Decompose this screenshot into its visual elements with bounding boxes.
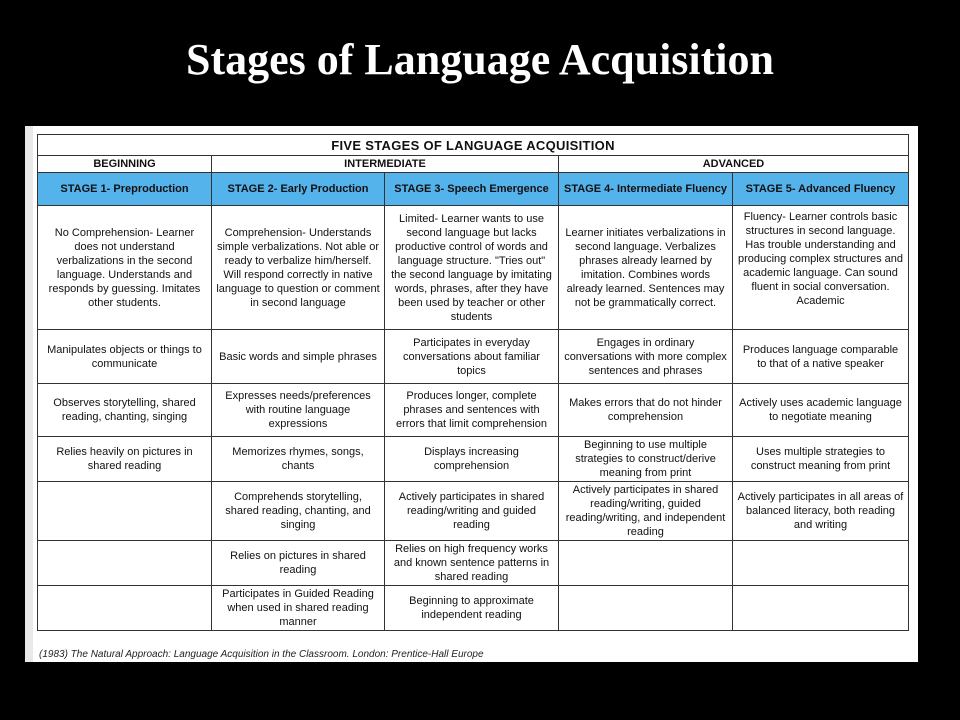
table-cell: Observes storytelling, shared reading, chanting, singing — [38, 384, 212, 437]
table-cell — [733, 541, 909, 586]
stage-5-header: STAGE 5- Advanced Fluency — [733, 173, 909, 206]
table-cell: Limited- Learner wants to use second language but lacks productive control of words and language structure. "Tries out" the second language by imitating words, phrases, after they have been used by teacher or other students — [385, 206, 559, 330]
scanned-table-sheet — [25, 126, 918, 662]
stage-4-header: STAGE 4- Intermediate Fluency — [559, 173, 733, 206]
table-cell — [559, 541, 733, 586]
table-cell: Actively uses academic language to negotiate meaning — [733, 384, 909, 437]
table-cell: Relies on high frequency works and known sentence patterns in shared reading — [385, 541, 559, 586]
table-cell: Beginning to use multiple strategies to construct/derive meaning from print — [559, 437, 733, 482]
table-row — [38, 482, 909, 541]
table-row — [38, 437, 909, 482]
table-row — [38, 330, 909, 384]
table-cell: Makes errors that do not hinder comprehension — [559, 384, 733, 437]
table-cell: Manipulates objects or things to communicate — [38, 330, 212, 384]
table-cell — [559, 586, 733, 631]
table-cell: Participates in everyday conversations about familiar topics — [385, 330, 559, 384]
table-cell: Comprehends storytelling, shared reading, chanting, and singing — [212, 482, 385, 541]
citation: (1983) The Natural Approach: Language Acquisition in the Classroom. London: Prentice-Hall Europe — [39, 649, 484, 660]
table-cell: Produces longer, complete phrases and sentences with errors that limit comprehension — [385, 384, 559, 437]
table-cell: Participates in Guided Reading when used in shared reading manner — [212, 586, 385, 631]
sheet-edge-shadow — [25, 126, 33, 662]
table-cell — [38, 586, 212, 631]
table-row — [38, 384, 909, 437]
table-cell: Actively participates in all areas of balanced literacy, both reading and writing — [733, 482, 909, 541]
table-cell: Relies heavily on pictures in shared reading — [38, 437, 212, 482]
table-cell: Comprehension- Understands simple verbalizations. Not able or ready to verbalize him/herself. Will respond correctly in native language to question or comment in second language — [212, 206, 385, 330]
stage-header-row — [38, 173, 909, 206]
group-intermediate: INTERMEDIATE — [212, 156, 559, 173]
stages-table — [37, 134, 909, 631]
group-header-row — [38, 156, 909, 173]
table-cell — [38, 541, 212, 586]
table-row — [38, 541, 909, 586]
table-cell — [733, 586, 909, 631]
slide-title: Stages of Language Acquisition — [186, 35, 774, 84]
stage-2-header: STAGE 2- Early Production — [212, 173, 385, 206]
table-cell: Actively participates in shared reading/writing, guided reading/writing, and independent reading — [559, 482, 733, 541]
table-title: FIVE STAGES OF LANGUAGE ACQUISITION — [38, 135, 909, 156]
table-cell: Beginning to approximate independent reading — [385, 586, 559, 631]
table-title-row — [38, 135, 909, 156]
group-beginning: BEGINNING — [38, 156, 212, 173]
table-cell: Engages in ordinary conversations with more complex sentences and phrases — [559, 330, 733, 384]
table-cell: Basic words and simple phrases — [212, 330, 385, 384]
table-cell: Fluency- Learner controls basic structures in second language. Has trouble understanding and producing complex structures and academic language. Can sound fluent in social conversation. Academic — [733, 206, 909, 330]
table-cell: Actively participates in shared reading/writing and guided reading — [385, 482, 559, 541]
group-advanced: ADVANCED — [559, 156, 909, 173]
table-cell: No Comprehension- Learner does not understand verbalizations in the second language. Understands and responds by guessing. Imitates other students. — [38, 206, 212, 330]
table-cell: Uses multiple strategies to construct meaning from print — [733, 437, 909, 482]
table-cell: Expresses needs/preferences with routine language expressions — [212, 384, 385, 437]
stage-3-header: STAGE 3- Speech Emergence — [385, 173, 559, 206]
table-cell: Relies on pictures in shared reading — [212, 541, 385, 586]
table-cell: Learner initiates verbalizations in second language. Verbalizes phrases already learned by imitation. Combines words already learned. Sentences may not be grammatically correct. — [559, 206, 733, 330]
table-cell — [38, 482, 212, 541]
table-row-description — [38, 206, 909, 330]
table-row — [38, 586, 909, 631]
table-cell: Displays increasing comprehension — [385, 437, 559, 482]
table-cell: Memorizes rhymes, songs, chants — [212, 437, 385, 482]
table-cell: Produces language comparable to that of a native speaker — [733, 330, 909, 384]
stage-1-header: STAGE 1- Preproduction — [38, 173, 212, 206]
